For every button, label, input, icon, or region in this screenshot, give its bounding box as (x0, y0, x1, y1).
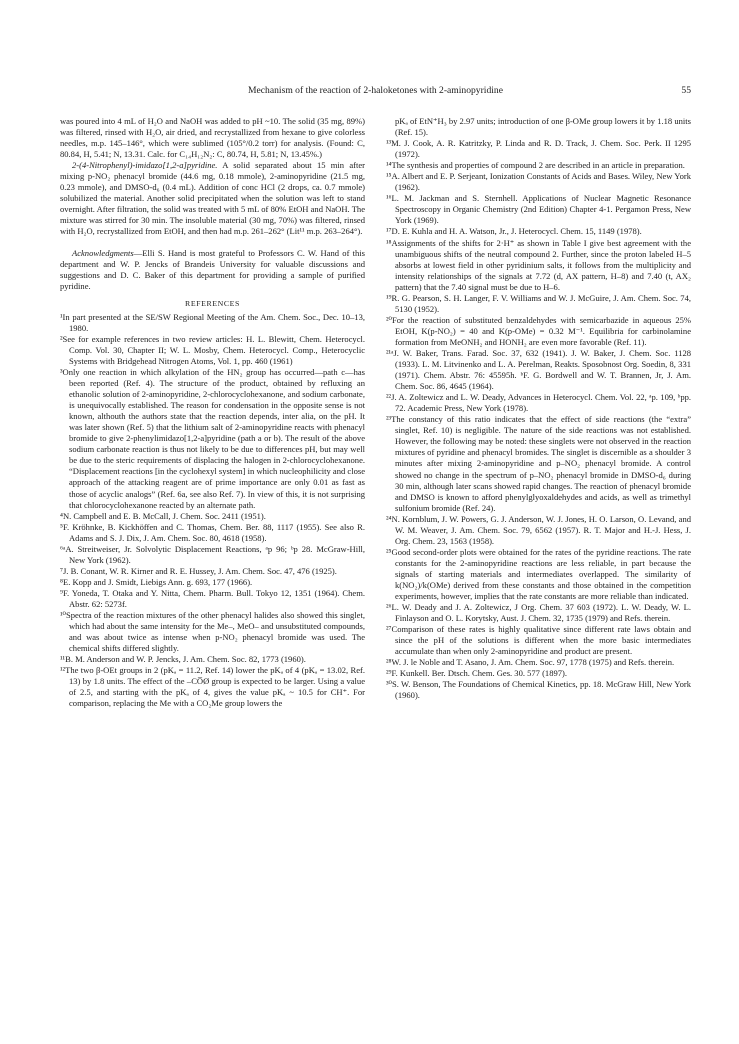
acknowledgments (60, 248, 365, 292)
ack-label: Acknowledgments (72, 247, 134, 258)
left-column (60, 116, 365, 709)
reference-item: ²⁰For the reaction of substituted benzaldehydes with semicarbazide in aqueous 25% EtOH, K(p-NO₂) = 40 and K(p-OMe) = 0.32 M⁻¹. Equilibria for carbinolamine formation from MeONH₂ and HONH₂ are even more favorable (Ref. 11). (386, 314, 691, 347)
reference-item: ⁴N. Campbell and E. B. McCall, J. Chem. Soc. 2411 (1951). (60, 510, 266, 521)
reference-item: ²⁷Comparison of these rates is highly qualitative since different rate laws obtain and since the pH of the solutions is different when the more basic intermediates accumulate than when only 2-aminopyridine and product are present. (386, 624, 691, 657)
reference-continuation: pKₐ of EtN⁺H₃ by 2.97 units; introduction of one β-OMe group lowers it by 1.18 units (Ref. 15). (395, 116, 691, 138)
reference-item: ³⁰S. W. Benson, The Foundations of Chemical Kinetics, pp. 18. McGraw Hill, New York (1960). (386, 679, 691, 701)
reference-item: ¹³M. J. Cook, A. R. Katritzky, P. Linda and R. D. Track, J. Chem. Soc. Perk. II 1295 (1972). (386, 138, 691, 160)
reference-item: ²⁶L. W. Deady and J. A. Zoltewicz, J Org. Chem. 37 603 (1972). L. W. Deady, W. L. Finlayson and O. L. Korytsky, Aust. J. Chem. 32, 1735 (1979) and Refs. therein. (386, 602, 691, 624)
reference-item: ¹¹B. M. Anderson and W. P. Jencks, J. Am. Chem. Soc. 82, 1773 (1960). (60, 654, 306, 665)
reference-item: ¹⁹R. G. Pearson, S. H. Langer, F. V. Williams and W. J. McGuire, J. Am. Chem. Soc. 74, 5130 (1952). (386, 292, 691, 314)
reference-item: ¹⁰Spectra of the reaction mixtures of the other phenacyl halides also showed this singlet, which had about the same intensity for the Me–, MeO– and unsubstituted compounds, and was about twice as intense when p-NO₂ phenacyl bromide was used. The chemical shifts differed slightly. (60, 610, 365, 654)
reference-item: ⁷J. B. Conant, W. R. Kirner and R. E. Hussey, J. Am. Chem. Soc. 47, 476 (1925). (60, 565, 337, 576)
reference-item: ⁶ᵃA. Streitweiser, Jr. Solvolytic Displacement Reactions, ᵃp 96; ᵇp 28. McGraw-Hill, New York (1962). (60, 543, 365, 565)
reference-item: ⁸E. Kopp and J. Smidt, Liebigs Ann. g. 693, 177 (1966). (60, 576, 253, 587)
references-heading: REFERENCES (185, 298, 240, 308)
reference-item: ¹²The two β-OEt groups in 2 (pKₐ = 11.2, Ref. 14) lower the pKₐ of 4 (pKₐ = 13.02, Ref. 13) by 1.8 units. The effect of the –CO̅Ø group is expected to be larger. Using a value of 2.5, and starting with the pKₐ of 4, gives the value pKₐ ~ 10.5 for CH⁺. For comparison, replacing the Me with a CO₂Me group lowers the (60, 665, 365, 709)
reference-item: ¹⁸Assignments of the shifts for 2·H⁺ as shown in Table I give best agreement with the unambiguous shifts of the neutral compound 2. Further, since the proton labeled H–5 absorbs at lowest field in other pyridinium salts, it follows from the multiplicity and intensity relationships of the signals at 7.72 (d, AX pattern, H–8) and 7.40 (t, AX₂ pattern) that the 7.40 signal must be due to H–6. (386, 237, 691, 292)
page-number: 55 (681, 85, 691, 96)
reference-item: ³Only one reaction in which alkylation of the HN₂ group has occurred—path c—has been reported (Ref. 4). The structure of the product, obtained by refluxing an ethanolic solution of 2-aminopyridine, 2-chlorocyclohexanone, and sodium carbonate, is unequivocally established. The reason for condensation in the opposite sense is not known, althouth the authors state that the reaction depends, inter alia, on the pH. It was later shown (Ref. 5) that the lithium salt of 2-aminopyridine reacts with phenacyl bromide to give 2-phenylimidazo[1,2-a]pyridine (path a or b). The result of the above sodium carbonate reaction is thus not likely to be due to differences pH, but may well be due to the steric requirements of displacing the halogen in 2-chlorocyclohexanone. “Displacement reactions [in the cyclohexyl system] in which nucleophilicity and close approach of the attacking reagent are of prime importance are only 0.01 as fast as those of acyclic analogs” (Ref. 6a, see also Ref. 7). In view of this, it is not surprising that chlorocyclohexanone reacted by an alternate path. (60, 366, 365, 510)
experimental-paragraph: was poured into 4 mL of H₂O and NaOH was added to pH ~10. The solid (35 mg, 89%) was filtered, rinsed with H₂O, air dried, and recrystallized from hexane to give colorless needles, m.p. 145–146°, which were sublimed (105°/0.2 torr) for analysis. (Found: C, 80.84, H, 5.41; N, 13.31. Calc. for C₁₄H₁₂N₂: C, 80.74, H, 5.81; N, 13.45%.) (60, 116, 365, 160)
reference-item: ¹⁷D. E. Kuhla and H. A. Watson, Jr., J. Heterocycl. Chem. 15, 1149 (1978). (386, 226, 642, 237)
reference-item: ²⁴N. Kornblum, J. W. Powers, G. J. Anderson, W. J. Jones, H. O. Larson, O. Levand, and W. M. Weaver, J. Am. Chem. Soc. 79, 6562 (1957). R. T. Major and H.-J. Hess, J. Org. Chem. 23, 1563 (1958). (386, 513, 691, 546)
running-title: Mechanism of the reaction of 2-haloketones with 2-aminopyridine (248, 85, 503, 96)
experimental-text: A solid separated about 15 min after mixing p-NO₂ phenacyl bromide (44.6 mg, 0.18 mmole), 2-aminopyridine (21.5 mg, 0.23 mmole), and DMSO-d₆ (0.4 mL). Addition of conc HCl (2 drops, ca. 0.7 mmole) solubilized the material. Another solid precipitated when the solution was left to stand overnight. After filtration, the solid was treated with 5 mL of 80% EtOH and NaOH. The mixture was stirred for 30 min. The insoluble material (30 mg, 70%) was filtered, rinsed with H₂O, recrystallized from EtOH, and then had m.p. 261–262° (Lit¹¹ m.p. 263–264°). (60, 160, 365, 237)
reference-item: ²¹ᵃJ. W. Baker, Trans. Farad. Soc. 37, 632 (1941). J. W. Baker, J. Chem. Soc. 1128 (1933). L. M. Litvinenko and L. A. Perelman, Reakts. Sposobnost Org. Soedin, 8, 331 (1971). Chem. Abstr. 76: 45595h. ᵇF. G. Bordwell and W. T. Brannen, Jr, J. Am. Chem. Soc. 86, 4645 (1964). (386, 347, 691, 392)
ack-text: —Elli S. Hand is most grateful to Professors C. W. Hand of this department and W. P. Jencks of Brandeis University for valuable discussions and suggestions and D. C. Baker of this department for providing a sample of purified pyridine. (60, 247, 365, 291)
reference-item: ²²J. A. Zoltewicz and L. W. Deady, Advances in Heterocycl. Chem. Vol. 22, ᵃp. 109, ᵇpp. 72. Academic Press, New York (1978). (386, 392, 691, 414)
compound-name: 2-(4-Nitrophenyl)-imidazo[1,2-a]pyridine. (72, 160, 218, 171)
reference-item: ¹In part presented at the SE/SW Regional Meeting of the Am. Chem. Soc., Dec. 10–13, 1980. (60, 311, 365, 333)
reference-item: ²³The constancy of this ratio indicates that the effect of side reactions (the “extra” singlet, Ref. 10) is negligible. The nature of the side reactions was not established. However, the following may be noted: these singlets were not observed in the reaction mixtures of pyridine and phenacyl bromides. The singlet is discernible as a shoulder 3 minutes after mixing 2-aminopyridine and p–NO₂ phenacyl bromide. A control showed no change in the spectrum of p–NO₂ phenacyl bromide in DMSO-d₆ during 30 min, although later scans showed rapid changes. The reaction of phenacyl bromide and DMSO is known to afford phenylglyoxaldehydes and acids, as well as trimethyl sulfonium bromide (Ref. 24). (386, 414, 691, 513)
two-column-body (60, 116, 691, 709)
experimental-paragraph-nitro (60, 160, 365, 237)
running-head (60, 84, 691, 98)
reference-item: ¹⁵A. Albert and E. P. Serjeant, Ionization Constants of Acids and Bases. Wiley, New York (1962). (386, 171, 691, 193)
reference-item: ¹⁶L. M. Jackman and S. Sternhell. Applications of Nuclear Magnetic Resonance Spectroscopy in Organic Chemistry (2nd Edition) Chapter 4-1. Pergamon Press, New York (1969). (386, 193, 691, 226)
reference-item: ²⁹F. Kunkell. Ber. Dtsch. Chem. Ges. 30. 577 (1897). (386, 668, 568, 679)
reference-item: ²⁸W. J. le Noble and T. Asano, J. Am. Chem. Soc. 97, 1778 (1975) and Refs. therein. (386, 657, 675, 668)
reference-item: ⁵F. Kröhnke, B. Kickhöffen and C. Thomas, Chem. Ber. 88, 1117 (1955). See also R. Adams and S. J. Dix, J. Am. Chem. Soc. 80, 4618 (1958). (60, 521, 365, 543)
right-column (386, 116, 691, 709)
reference-item: ⁹F. Yoneda, T. Otaka and Y. Nitta, Chem. Pharm. Bull. Tokyo 12, 1351 (1964). Chem. Abstr. 62: 5273f. (60, 587, 365, 609)
reference-item: ²See for example references in two review articles: H. L. Blewitt, Chem. Heterocycl. Comp. Vol. 30, Chapter II; W. L. Mosby, Chem. Heterocycl. Comp., Heterocyclic Systems with Bridgehead Nitrogen Atoms, Vol. 1, pp. 460 (1961) (60, 333, 365, 366)
reference-item: ²⁵Good second-order plots were obtained for the rates of the pyridine reactions. The rate constants for the 2-aminopyridine reactions are less reliable, in part because the signals of starting materials and intermediates overlapped. The similarity of k(NO₂)/k(OMe) derived from these constants and those obtained in the competition experiments, however, implies that the rate constants are more reliable than indicated. (386, 546, 691, 602)
reference-item: ¹⁴The synthesis and properties of compound 2 are described in an article in preparation. (386, 160, 685, 171)
